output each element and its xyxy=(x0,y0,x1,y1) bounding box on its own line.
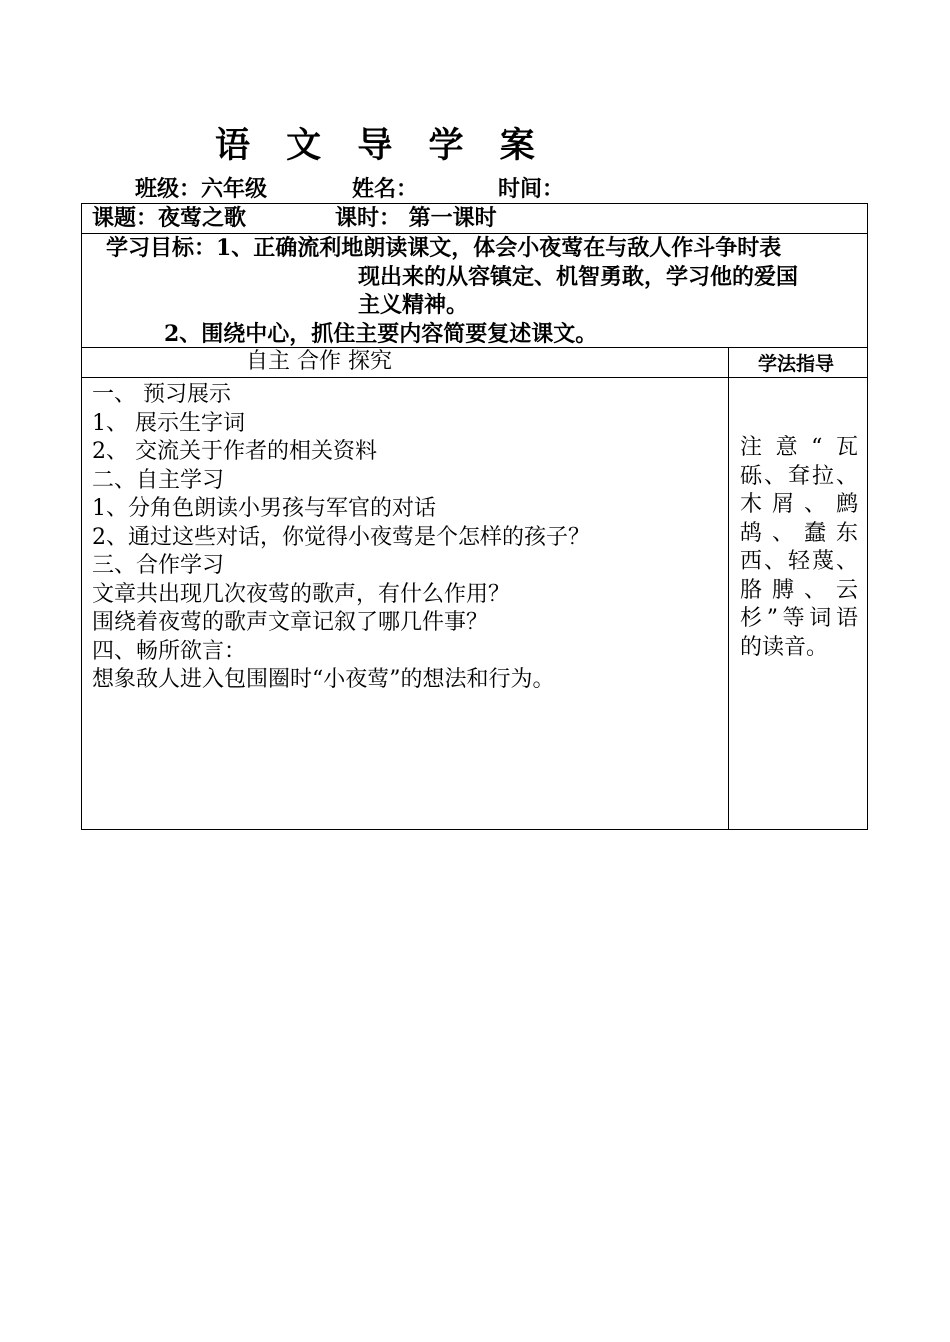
objective-2: 2、围绕中心，抓住主要内容简要复述课文。 xyxy=(164,320,598,347)
content-line: 围绕着夜莺的歌声文章记叙了哪几件事？ xyxy=(92,610,489,635)
study-tip: 注意“瓦砾、耷拉、木屑、鹧鸪、蠢东西、轻蔑、胳膊、云杉”等词语的读音。 xyxy=(740,435,858,660)
content-row xyxy=(82,378,867,829)
objective-1-line-2: 现出来的从容镇定、机智勇敢，学习他的爱国 xyxy=(358,263,799,290)
topic-row xyxy=(82,204,867,234)
name-field: 姓名： xyxy=(352,176,419,202)
objectives-row xyxy=(82,234,867,348)
lesson-table xyxy=(81,203,868,830)
objective-1-line-3: 主义精神。 xyxy=(358,292,469,318)
time-field: 时间： xyxy=(498,176,565,202)
content-line: 一、 预习展示 xyxy=(92,382,231,407)
content-line: 1、分角色朗读小男孩与军官的对话 xyxy=(92,496,436,521)
content-line: 2、 交流关于作者的相关资料 xyxy=(92,439,377,464)
period-label: 课时： 第一课时 xyxy=(335,205,497,231)
objectives-label: 学习目标： xyxy=(106,235,217,261)
section-header-row xyxy=(82,348,867,378)
content-line: 三、合作学习 xyxy=(92,553,225,578)
main-column-header: 自主 合作 探究 xyxy=(246,349,392,374)
content-line: 2、通过这些对话，你觉得小夜莺是个怎样的孩子？ xyxy=(92,524,590,550)
side-column-header: 学法指导 xyxy=(758,353,835,375)
objective-1-line-1: 1、正确流利地朗读课文，体会小夜莺在与敌人作斗争时表 xyxy=(216,235,782,261)
content-line: 四、畅所欲言： xyxy=(92,638,247,664)
class-field: 班级：六年级 xyxy=(135,176,268,202)
content-line: 1、 展示生字词 xyxy=(92,410,245,436)
content-line: 二、自主学习 xyxy=(92,467,225,493)
page-title: 语 文 导 学 案 xyxy=(215,125,547,166)
content-line: 想象敌人进入包围圈时“小夜莺”的想法和行为。 xyxy=(92,667,555,692)
content-line: 文章共出现几次夜莺的歌声，有什么作用？ xyxy=(92,581,511,607)
topic-label: 课题：夜莺之歌 xyxy=(92,205,247,231)
